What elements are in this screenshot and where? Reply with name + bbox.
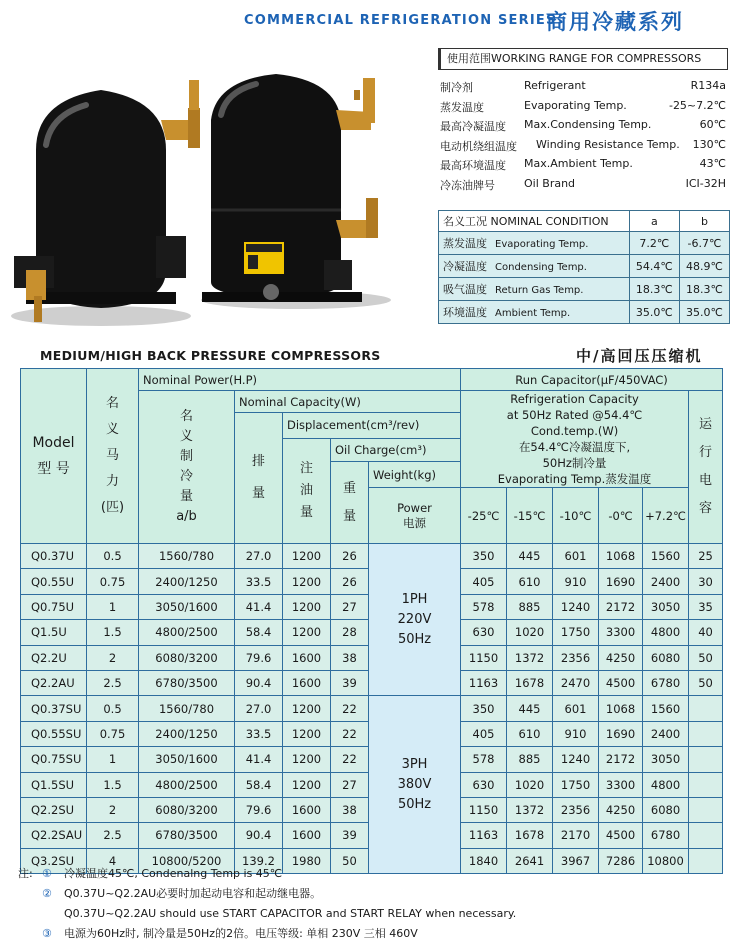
weight-cn: 重 量 xyxy=(331,462,369,544)
nominal-row xyxy=(439,301,730,324)
notes xyxy=(18,864,728,944)
capacity-temp-cell: 1678 xyxy=(507,823,553,848)
oil-charge-cell: 1600 xyxy=(283,797,331,822)
hp-cell: 2.5 xyxy=(87,670,139,695)
displacement-cn: 排 量 xyxy=(235,413,283,544)
oil-charge-cell: 1200 xyxy=(283,747,331,772)
capacity-temp-cell: 10800 xyxy=(643,848,689,873)
row-label-cn: 冷冻油牌号 xyxy=(440,178,495,192)
displacement-cell: 90.4 xyxy=(235,670,283,695)
section-title-en: MEDIUM/HIGH BACK PRESSURE COMPRESSORS xyxy=(40,348,381,363)
cell-b: 48.9℃ xyxy=(679,255,729,278)
capacity-temp-cell: 1372 xyxy=(507,797,553,822)
row-label-cn: 蒸发温度 xyxy=(440,100,484,114)
displacement-cell: 27.0 xyxy=(235,544,283,569)
row-label-en: Ambient Temp. xyxy=(495,308,571,319)
model-header-cn: 型 号 xyxy=(37,461,70,477)
capacity-temp-cell: 578 xyxy=(461,594,507,619)
evap-temp-0: -25℃ xyxy=(461,488,507,544)
weight-cell: 27 xyxy=(331,772,369,797)
row-label-en: Oil Brand xyxy=(524,176,576,190)
run-capacitor-cell: 50 xyxy=(689,670,723,695)
row-label-cn: 冷凝温度 xyxy=(443,260,487,273)
model-cell: Q1.5U xyxy=(21,620,87,645)
capacity-temp-cell: 1750 xyxy=(553,620,599,645)
nominal-condition-header: 名义工况 NOMINAL CONDITION xyxy=(439,211,630,232)
note-line xyxy=(18,864,728,884)
capacity-cell: 2400/1250 xyxy=(139,569,235,594)
working-range-row xyxy=(438,96,728,116)
cell-a: 35.0℃ xyxy=(629,301,679,324)
row-value: 60℃ xyxy=(699,118,726,131)
row-label-cn: 最高环境温度 xyxy=(440,159,506,172)
note-line xyxy=(18,924,728,944)
oil-charge-cell: 1200 xyxy=(283,544,331,569)
model-cell: Q0.75U xyxy=(21,594,87,619)
capacity-temp-cell: 1163 xyxy=(461,823,507,848)
capacity-temp-cell: 445 xyxy=(507,696,553,721)
model-header-en: Model xyxy=(32,435,75,451)
row-value: R134a xyxy=(690,79,726,92)
capacity-temp-cell: 6780 xyxy=(643,823,689,848)
capacity-temp-cell: 1240 xyxy=(553,594,599,619)
capacity-cell: 4800/2500 xyxy=(139,772,235,797)
row-value: 130℃ xyxy=(692,137,726,151)
working-range-row xyxy=(438,76,728,96)
run-capacitor-cell xyxy=(689,721,723,746)
working-range-row xyxy=(438,135,728,155)
row-value: 43℃ xyxy=(699,157,726,170)
hp-cell: 1.5 xyxy=(87,772,139,797)
capacity-temp-cell: 3967 xyxy=(553,848,599,873)
capacity-temp-cell: 6080 xyxy=(643,645,689,670)
weight-cell: 27 xyxy=(331,594,369,619)
capacity-cell: 6780/3500 xyxy=(139,670,235,695)
working-range-panel xyxy=(438,48,728,193)
evap-temp-3: -0℃ xyxy=(599,488,643,544)
capacity-temp-cell: 885 xyxy=(507,747,553,772)
capacity-temp-cell: 4800 xyxy=(643,620,689,645)
capacity-temp-cell: 1240 xyxy=(553,747,599,772)
capacity-cell: 6080/3200 xyxy=(139,645,235,670)
row-label-cn: 最高冷凝温度 xyxy=(440,120,506,133)
note-line xyxy=(18,884,728,904)
weight-cell: 38 xyxy=(331,645,369,670)
capacity-temp-cell: 2400 xyxy=(643,569,689,594)
capacity-temp-cell: 405 xyxy=(461,569,507,594)
capacity-temp-cell: 1372 xyxy=(507,645,553,670)
hp-cell: 2 xyxy=(87,645,139,670)
displacement-cell: 139.2 xyxy=(235,848,283,873)
oil-charge-cell: 1200 xyxy=(283,721,331,746)
hp-cell: 0.75 xyxy=(87,721,139,746)
working-range-row xyxy=(438,115,728,135)
row-label-cn: 环境温度 xyxy=(443,306,487,319)
cell-b: -6.7℃ xyxy=(679,232,729,255)
weight-cell: 26 xyxy=(331,569,369,594)
note-text: 电源为60Hz时, 制冷量是50Hz的2倍。电压等级: 单相 230V 三相 460V xyxy=(64,927,418,940)
run-capacitor-cell xyxy=(689,823,723,848)
cell-a: 7.2℃ xyxy=(629,232,679,255)
evap-temp-4: +7.2℃ xyxy=(643,488,689,544)
oil-charge-cell: 1600 xyxy=(283,645,331,670)
hp-cell: 0.75 xyxy=(87,569,139,594)
capacity-temp-cell: 1163 xyxy=(461,670,507,695)
nominal-row xyxy=(439,255,730,278)
note-text: Q0.37U~Q2.2AU必要时加起动电容和起动继电器。 xyxy=(64,887,322,900)
run-capacitor-cell: 25 xyxy=(689,544,723,569)
displacement-cell: 58.4 xyxy=(235,772,283,797)
working-range-title: 使用范围WORKING RANGE FOR COMPRESSORS xyxy=(438,48,728,70)
capacity-temp-cell: 1068 xyxy=(599,696,643,721)
weight-cell: 39 xyxy=(331,670,369,695)
capacity-temp-cell: 445 xyxy=(507,544,553,569)
cell-b: 18.3℃ xyxy=(679,278,729,301)
capacity-cell: 3050/1600 xyxy=(139,594,235,619)
note-number: ① xyxy=(42,867,52,880)
oil-charge-cell: 1200 xyxy=(283,594,331,619)
note-text: 冷凝温度45℃, Condenalng Temp is 45℃ xyxy=(64,867,283,880)
capacity-temp-cell: 2356 xyxy=(553,797,599,822)
cell-a: 18.3℃ xyxy=(629,278,679,301)
run-capacitor-cell xyxy=(689,747,723,772)
run-capacitor-cell: 30 xyxy=(689,569,723,594)
oil-charge-cell: 1200 xyxy=(283,696,331,721)
model-cell: Q2.2AU xyxy=(21,670,87,695)
row-label-en: Evaporating Temp. xyxy=(495,239,589,250)
capacity-header xyxy=(139,391,235,544)
model-cell: Q1.5SU xyxy=(21,772,87,797)
capacity-cell: 6080/3200 xyxy=(139,797,235,822)
row-value: -25~7.2℃ xyxy=(668,98,726,112)
power-header-en: Power xyxy=(397,500,432,515)
weight-cell: 38 xyxy=(331,797,369,822)
power-1ph-cell: 1PH 220V 50Hz xyxy=(369,544,461,696)
oil-charge-cell: 1200 xyxy=(283,569,331,594)
hp-cell: 4 xyxy=(87,848,139,873)
weight-cell: 22 xyxy=(331,747,369,772)
model-cell: Q0.55U xyxy=(21,569,87,594)
compressor-spec-table xyxy=(20,368,723,874)
model-cell: Q0.55SU xyxy=(21,721,87,746)
hp-cell: 0.5 xyxy=(87,696,139,721)
note-text: Q0.37U~Q2.2AU should use START CAPACITOR and START RELAY when necessary. xyxy=(64,907,517,920)
nominal-capacity-header: Nominal Capacity(W) xyxy=(235,391,461,413)
capacity-temp-cell: 1560 xyxy=(643,544,689,569)
weight-cell: 22 xyxy=(331,696,369,721)
capacity-temp-cell: 2641 xyxy=(507,848,553,873)
capacity-temp-cell: 2172 xyxy=(599,747,643,772)
capacity-temp-cell: 1840 xyxy=(461,848,507,873)
model-cell: Q2.2U xyxy=(21,645,87,670)
model-cell: Q0.75SU xyxy=(21,747,87,772)
displacement-cell: 33.5 xyxy=(235,721,283,746)
weight-header: Weight(kg) xyxy=(369,462,461,488)
power-header xyxy=(369,488,461,544)
row-value: ICI-32H xyxy=(685,176,726,190)
run-capacitor-cell: 35 xyxy=(689,594,723,619)
model-cell: Q0.37U xyxy=(21,544,87,569)
run-capacitor-cell: 50 xyxy=(689,645,723,670)
displacement-cell: 58.4 xyxy=(235,620,283,645)
displacement-cell: 79.6 xyxy=(235,797,283,822)
capacity-temp-cell: 1020 xyxy=(507,620,553,645)
capacity-cell: 1560/780 xyxy=(139,544,235,569)
row-label-en: Evaporating Temp. xyxy=(524,98,627,112)
capacity-temp-cell: 2470 xyxy=(553,670,599,695)
capacity-temp-cell: 885 xyxy=(507,594,553,619)
displacement-cell: 41.4 xyxy=(235,594,283,619)
capacity-temp-cell: 3050 xyxy=(643,747,689,772)
run-capacitor-cell: 40 xyxy=(689,620,723,645)
capacity-cell: 1560/780 xyxy=(139,696,235,721)
power-header-cn: 电源 xyxy=(403,515,427,530)
hp-header: 名 义 马 力 (匹) xyxy=(87,369,139,544)
run-capacitor-cn: 运 行 电 容 xyxy=(689,391,723,544)
displacement-cell: 27.0 xyxy=(235,696,283,721)
weight-cell: 50 xyxy=(331,848,369,873)
nominal-condition-table xyxy=(438,210,730,324)
capacity-temp-cell: 7286 xyxy=(599,848,643,873)
hp-cell: 1 xyxy=(87,747,139,772)
capacity-temp-cell: 1750 xyxy=(553,772,599,797)
oil-charge-cell: 1600 xyxy=(283,823,331,848)
hp-cell: 1 xyxy=(87,594,139,619)
series-title-cn: 商用冷藏系列 xyxy=(546,10,684,34)
note-line xyxy=(18,904,728,924)
table-row xyxy=(21,696,723,721)
working-range-row xyxy=(438,174,728,194)
capacity-temp-cell: 601 xyxy=(553,696,599,721)
weight-cell: 22 xyxy=(331,721,369,746)
row-label-cn: 吸气温度 xyxy=(443,283,487,296)
hp-cell: 2.5 xyxy=(87,823,139,848)
displacement-cell: 79.6 xyxy=(235,645,283,670)
capacity-header-cn: 名 义 制 冷 量 xyxy=(179,409,193,504)
table-row xyxy=(21,544,723,569)
capacity-temp-cell: 1150 xyxy=(461,797,507,822)
capacity-temp-cell: 610 xyxy=(507,721,553,746)
capacity-temp-cell: 2400 xyxy=(643,721,689,746)
capacity-cell: 6780/3500 xyxy=(139,823,235,848)
row-label-en: Return Gas Temp. xyxy=(495,285,584,296)
power-3ph-cell: 3PH 380V 50Hz xyxy=(369,696,461,874)
hp-cell: 2 xyxy=(87,797,139,822)
weight-cell: 39 xyxy=(331,823,369,848)
oil-charge-cell: 1200 xyxy=(283,772,331,797)
evap-temp-1: -15℃ xyxy=(507,488,553,544)
capacity-temp-cell: 4500 xyxy=(599,670,643,695)
run-capacitor-header: Run Capacitor(μF/450VAC) xyxy=(461,369,723,391)
hp-cell: 1.5 xyxy=(87,620,139,645)
capacity-cell: 3050/1600 xyxy=(139,747,235,772)
model-cell: Q3.2SU xyxy=(21,848,87,873)
oil-charge-cell: 1980 xyxy=(283,848,331,873)
capacity-temp-cell: 350 xyxy=(461,696,507,721)
capacity-temp-cell: 3300 xyxy=(599,620,643,645)
refrigeration-capacity-header: Refrigeration Capacity at 50Hz Rated @54.4℃ Cond.temp.(W) 在54.4℃冷凝温度下, 50Hz制冷量 Evaporating Temp.蒸发温度 xyxy=(461,391,689,488)
weight-cell: 28 xyxy=(331,620,369,645)
row-label-en: Max.Ambient Temp. xyxy=(524,157,633,170)
cell-b: 35.0℃ xyxy=(679,301,729,324)
displacement-cell: 33.5 xyxy=(235,569,283,594)
row-label-cn: 制冷剂 xyxy=(440,81,473,94)
capacity-temp-cell: 4250 xyxy=(599,645,643,670)
working-range-row xyxy=(438,154,728,174)
displacement-cell: 90.4 xyxy=(235,823,283,848)
row-label-cn: 蒸发温度 xyxy=(443,237,487,250)
cell-a: 54.4℃ xyxy=(629,255,679,278)
capacity-temp-cell: 2172 xyxy=(599,594,643,619)
oil-charge-cell: 1200 xyxy=(283,620,331,645)
capacity-temp-cell: 4250 xyxy=(599,797,643,822)
warning-label xyxy=(244,242,284,274)
capacity-temp-cell: 350 xyxy=(461,544,507,569)
capacity-temp-cell: 6080 xyxy=(643,797,689,822)
capacity-temp-cell: 601 xyxy=(553,544,599,569)
capacity-temp-cell: 630 xyxy=(461,772,507,797)
row-label-cn: 电动机绕组温度 xyxy=(440,139,517,153)
notes-label: 注: xyxy=(18,867,33,880)
nominal-row xyxy=(439,232,730,255)
displacement-cell: 41.4 xyxy=(235,747,283,772)
capacity-temp-cell: 1068 xyxy=(599,544,643,569)
capacity-temp-cell: 3050 xyxy=(643,594,689,619)
capacity-temp-cell: 3300 xyxy=(599,772,643,797)
note-number: ② xyxy=(42,887,52,900)
capacity-temp-cell: 910 xyxy=(553,569,599,594)
capacity-temp-cell: 1560 xyxy=(643,696,689,721)
section-title-cn: 中/高回压压缩机 xyxy=(576,347,703,365)
weight-cell: 26 xyxy=(331,544,369,569)
capacity-temp-cell: 1150 xyxy=(461,645,507,670)
capacity-temp-cell: 2356 xyxy=(553,645,599,670)
row-label-en: Refrigerant xyxy=(524,79,586,92)
capacity-temp-cell: 1690 xyxy=(599,721,643,746)
capacity-temp-cell: 910 xyxy=(553,721,599,746)
col-a-header: a xyxy=(629,211,679,232)
compressor-photo xyxy=(6,60,414,330)
run-capacitor-cell xyxy=(689,772,723,797)
capacity-temp-cell: 610 xyxy=(507,569,553,594)
run-capacitor-cell xyxy=(689,696,723,721)
oil-charge-cell: 1600 xyxy=(283,670,331,695)
capacity-cell: 10800/5200 xyxy=(139,848,235,873)
capacity-temp-cell: 1690 xyxy=(599,569,643,594)
hp-cell: 0.5 xyxy=(87,544,139,569)
capacity-cell: 2400/1250 xyxy=(139,721,235,746)
capacity-temp-cell: 630 xyxy=(461,620,507,645)
capacity-header-ab: a/b xyxy=(176,509,197,524)
row-label-en: Condensing Temp. xyxy=(495,262,587,273)
series-title-en: COMMERCIAL REFRIGERATION SERIES xyxy=(244,13,557,28)
capacity-temp-cell: 405 xyxy=(461,721,507,746)
model-cell: Q2.2SU xyxy=(21,797,87,822)
oil-cn: 注 油 量 xyxy=(283,438,331,543)
capacity-temp-cell: 4800 xyxy=(643,772,689,797)
capacity-temp-cell: 4500 xyxy=(599,823,643,848)
nominal-row xyxy=(439,278,730,301)
capacity-temp-cell: 1020 xyxy=(507,772,553,797)
col-b-header: b xyxy=(679,211,729,232)
capacity-temp-cell: 578 xyxy=(461,747,507,772)
note-number: ③ xyxy=(42,927,52,940)
page-header xyxy=(0,0,740,42)
displacement-header: Displacement(cm³/rev) xyxy=(283,413,461,439)
capacity-temp-cell: 2170 xyxy=(553,823,599,848)
model-header xyxy=(21,369,87,544)
model-cell: Q2.2SAU xyxy=(21,823,87,848)
model-cell: Q0.37SU xyxy=(21,696,87,721)
run-capacitor-cell xyxy=(689,797,723,822)
row-label-en: Winding Resistance Temp. xyxy=(536,137,680,151)
nominal-power-header: Nominal Power(H.P) xyxy=(139,369,461,391)
evap-temp-2: -10℃ xyxy=(553,488,599,544)
capacity-temp-cell: 6780 xyxy=(643,670,689,695)
oil-charge-header: Oil Charge(cm³) xyxy=(331,438,461,462)
capacity-cell: 4800/2500 xyxy=(139,620,235,645)
row-label-en: Max.Condensing Temp. xyxy=(524,118,652,131)
capacity-temp-cell: 1678 xyxy=(507,670,553,695)
